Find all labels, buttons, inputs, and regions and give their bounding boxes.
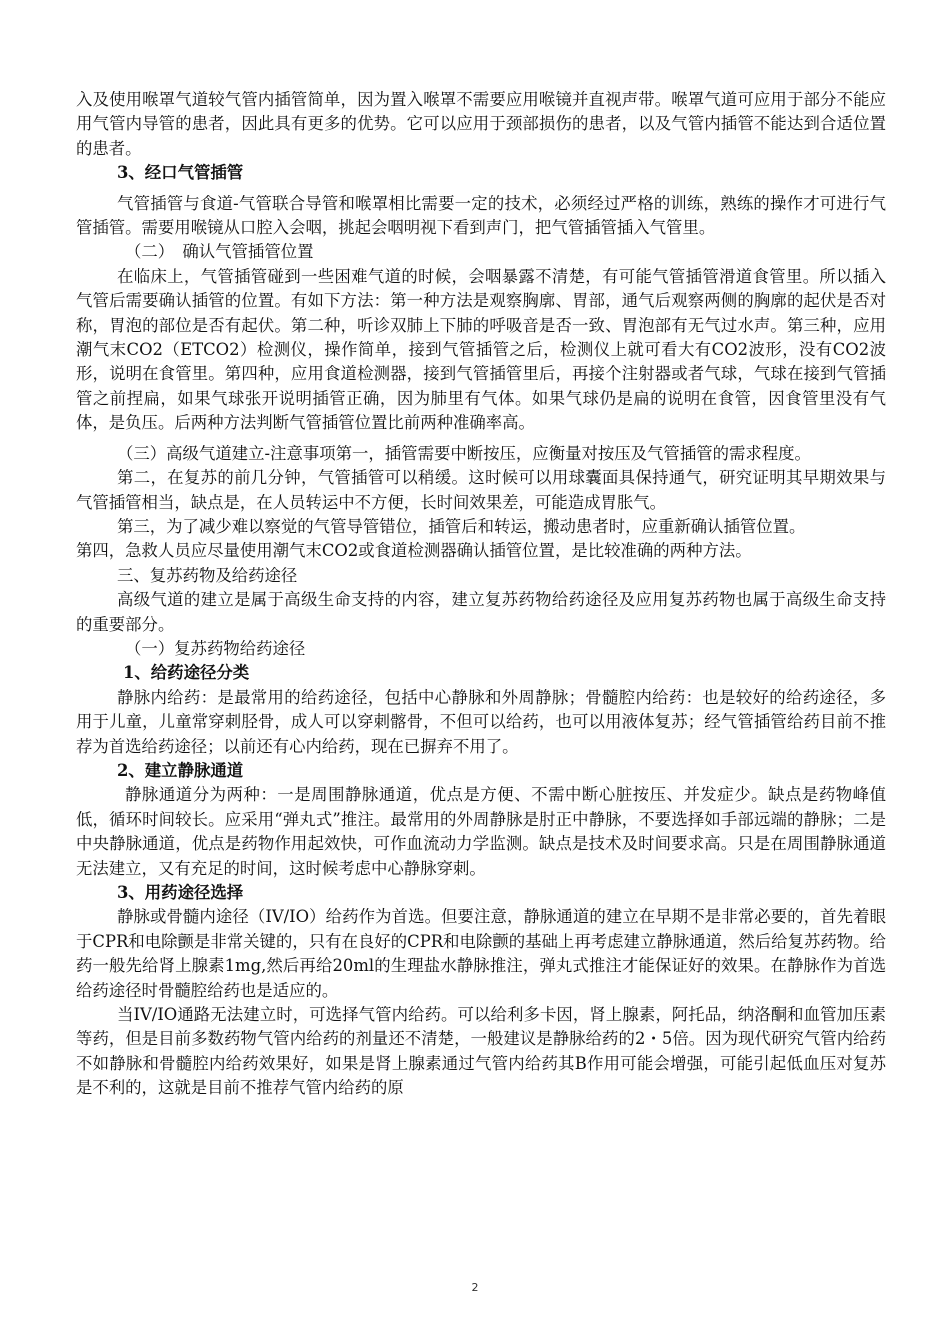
paragraph: 在临床上，气管插管碰到一些困难气道的时候，会咽暴露不清楚，有可能气管插管滑道食管里。所以插入气管后需要确认插管的位置。有如下方法：第一种方法是观察胸廓、胃部，通气后观察两侧的胸廓的起伏是否对称，胃泡的部位是否有起伏。第二种，听诊双肺上下肺的呼吸音是否一致、胃泡部有无气过水声。第三种，应用潮气末CO2（ETCO2）检测仪，操作简单，接到气管插管之后，检测仪上就可看大有CO2波形，没有CO2波形，说明在食管里。第四种，应用食道检测器，接到气管插管里后，再接个注射器或者气球，气球在接到气管插管之前捏扁，如果气球张开说明插管正确，因为肺里有气体。如果气球仍是扁的说明在食管，因食管里没有气体，是负压。后两种方法判断气管插管位置比前两种准确率高。 <box>76 266 886 433</box>
section-heading: （一）复苏药物给药途径 <box>125 638 306 658</box>
paragraph: 第二，在复苏的前几分钟，气管插管可以稍缓。这时候可以用球囊面具保持通气，研究证明其早期效果与气管插管相当，缺点是，在人员转运中不方便，长时间效果差，可能造成胃胀气。 <box>76 468 886 512</box>
paragraph: 第三，为了减少难以察觉的气管导管错位，插管后和转运，搬动患者时，应重新确认插管位置。 <box>117 516 806 536</box>
paragraph: 静脉内给药：是最常用的给药途径，包括中心静脉和外周静脉；骨髓腔内给药：也是较好的给药途径，多用于儿童，儿童常穿刺胫骨，成人可以穿刺髂骨，不但可以给药，也可以用液体复苏；经气管插管给药目前不推荐为首选给药途径；以前还有心内给药，现在已摒弃不用了。 <box>76 687 886 756</box>
document-body <box>76 88 886 1101</box>
section-heading: 三、复苏药物及给药途径 <box>117 565 298 585</box>
section-heading: 3、用药途径选择 <box>117 883 244 902</box>
section-heading: （三）高级气道建立-注意事项第一，插管需要中断按压，应衡量对按压及气管插管的需求程度。 <box>117 443 811 463</box>
paragraph: 静脉通道分为两种：一是周围静脉通道，优点是方便、不需中断心脏按压、并发症少。缺点是药物峰值低，循环时间较长。应采用“弹丸式”推注。最常用的外周静脉是肘正中静脉，不要选择如手部远端的静脉；二是中央静脉通道，优点是药物作用起效快，可作血流动力学监测。缺点是技术及时间要求高。只是在周围静脉通道无法建立，又有充足的时间，这时候考虑中心静脉穿刺。 <box>76 785 886 878</box>
section-heading: （二） 确认气管插管位置 <box>125 242 314 262</box>
paragraph: 第四，急救人员应尽量使用潮气末CO2或食道检测器确认插管位置，是比较准确的两种方法。 <box>76 541 752 561</box>
page-number: 2 <box>471 1281 479 1294</box>
section-heading: 1、给药途径分类 <box>123 663 250 683</box>
paragraph: 气管插管与食道-气管联合导管和喉罩相比需要一定的技术，必须经过严格的训练，熟练的操作才可进行气管插管。需要用喉镜从口腔入会咽，挑起会咽明视下看到声门，把气管插管插入气管里。 <box>76 193 886 238</box>
paragraph: 高级气道的建立是属于高级生命支持的内容，建立复苏药物给药途径及应用复苏药物也属于高级生命支持的重要部分。 <box>76 590 886 634</box>
section-heading: 3、经口气管插管 <box>117 163 244 183</box>
paragraph: 静脉或骨髓内途径（IV/IO）给药作为首选。但要注意，静脉通道的建立在早期不是非常必要的，首先着眼于CPR和电除颤是非常关键的，只有在良好的CPR和电除颤的基础上再考虑建立静脉通道，然后给复苏药物。给药一般先给肾上腺素1mg,然后再给20ml的生理盐水静脉推注，弹丸式推注才能保证好的效果。在静脉作为首选给药途径时骨髓腔给药也是适应的。 <box>76 907 886 1000</box>
paragraph: 当IV/IO通路无法建立时，可选择气管内给药。可以给利多卡因，肾上腺素，阿托品，纳洛酮和血管加压素等药，但是目前多数药物气管内给药的剂量还不清楚，一般建议是静脉给药的2・5倍。因为现代研究气管内给药不如静脉和骨髓腔内给药效果好，如果是肾上腺素通过气管内给药其B作用可能会增强，可能引起低血压对复苏是不利的，这就是目前不推荐气管内给药的原 <box>76 1005 886 1098</box>
paragraph: 入及使用喉罩气道较气管内插管简单，因为置入喉罩不需要应用喉镜并直视声带。喉罩气道可应用于部分不能应用气管内导管的患者，因此具有更多的优势。它可以应用于颈部损伤的患者，以及气管内插管不能达到合适位置的患者。 <box>76 90 886 158</box>
section-heading: 2、建立静脉通道 <box>117 760 244 780</box>
